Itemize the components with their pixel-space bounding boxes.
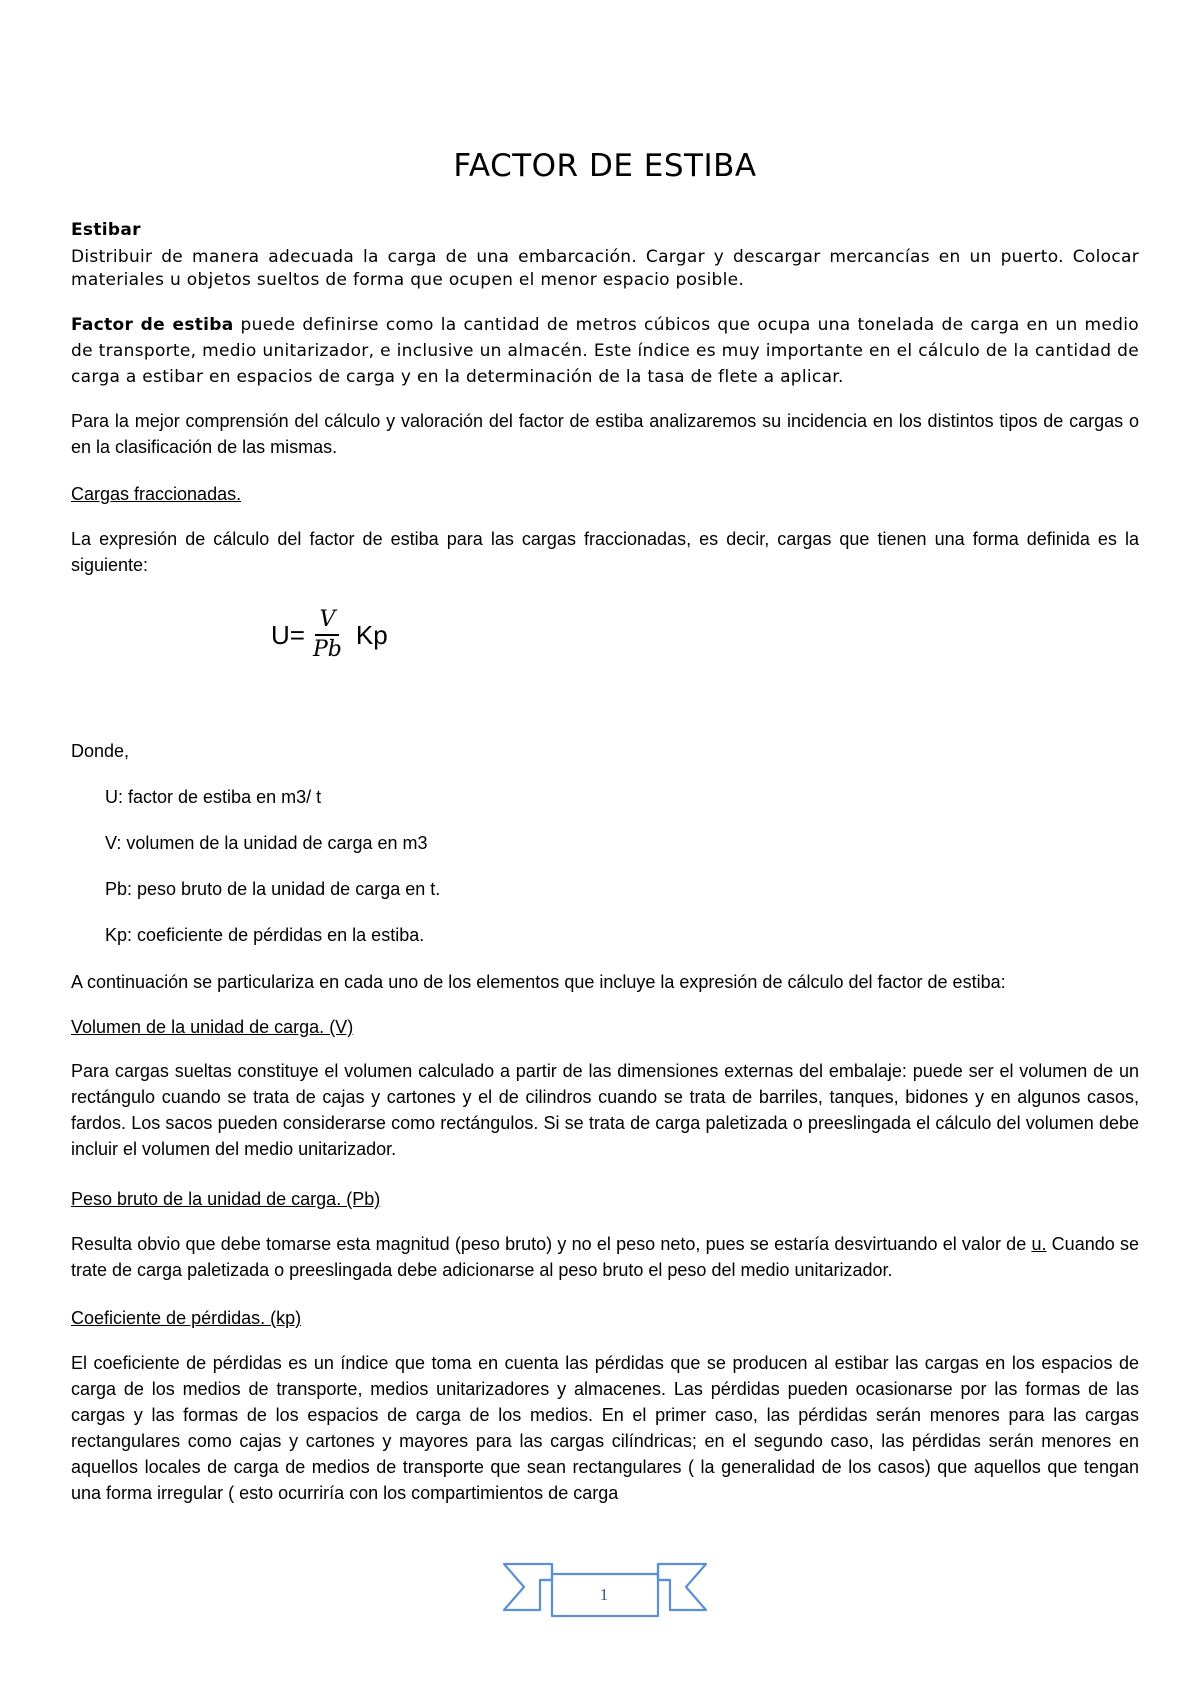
factor-definition-paragraph <box>71 312 1139 390</box>
peso-paragraph: Resulta obvio que debe tomarse esta magnitud (peso bruto) y no el peso neto, pues se estaría desvirtuando el valor de u. Cuando se trate de carga paletizada o preeslingada debe adicionarse al peso bruto el peso del medio unitarizador. <box>71 1234 1139 1280</box>
variable-pb: Pb: peso bruto de la unidad de carga en t. <box>105 879 441 899</box>
volumen-paragraph: Para cargas sueltas constituye el volumen calculado a partir de las dimensiones externas del embalaje: puede ser el volumen de un rectángulo cuando se trata de cajas y cartones y el de cilindros cuando se trata de barriles, tanques, bidones y en algunos casos, fardos. Los sacos pueden considerarse como rectángulos. Si se trata de carga paletizada o preeslingada el cálculo del volumen debe incluir el volumen del medio unitarizador. <box>71 1061 1139 1159</box>
page-number: 1 <box>599 1585 609 1604</box>
estibar-definition: Distribuir de manera adecuada la carga de una embarcación. Cargar y descargar mercancías en un puerto. Colocar materiales u objetos sueltos de forma que ocupen el menor espacio posible. <box>71 247 1139 290</box>
estibar-heading: Estibar <box>71 220 141 240</box>
section-heading-volumen: Volumen de la unidad de carga. (V) <box>71 1017 354 1037</box>
section-heading-coeficiente: Coeficiente de pérdidas. (kp) <box>71 1308 302 1328</box>
formula-rhs: Kp <box>355 619 388 650</box>
fraccionadas-paragraph: La expresión de cálculo del factor de estiba para las cargas fraccionadas, es decir, cargas que tienen una forma definida es la siguiente: <box>71 529 1139 575</box>
factor-term: Factor de estiba <box>71 315 234 335</box>
variable-u: U: factor de estiba en m3/ t <box>105 787 322 807</box>
variable-v: V: volumen de la unidad de carga en m3 <box>105 833 428 853</box>
peso-u-reference: u. <box>1031 1234 1047 1254</box>
formula-lhs: U= <box>271 619 305 650</box>
section-heading-peso: Peso bruto de la unidad de carga. (Pb) <box>71 1189 381 1209</box>
donde-label: Donde, <box>71 741 130 761</box>
formula-fraction <box>309 608 346 662</box>
variable-kp: Kp: coeficiente de pérdidas en la estiba. <box>105 925 425 945</box>
formula-numerator: V <box>315 608 339 636</box>
document-title: FACTOR DE ESTIBA <box>453 148 757 184</box>
intro-paragraph: Para la mejor comprensión del cálculo y valoración del factor de estiba analizaremos su incidencia en los distintos tipos de cargas o en la clasificación de las mismas. <box>71 411 1139 457</box>
coeficiente-paragraph: El coeficiente de pérdidas es un índice que toma en cuenta las pérdidas que se producen al estibar las cargas en los espacios de carga de los medios de transporte, medios unitarizadores y almacenes. Las pérdidas pueden ocasionarse por las formas de las cargas y las formas de los espacios de carga de los medios. En el primer caso, las pérdidas serán menores para las cargas rectangulares como cajas y cartones y mayores para las cargas cilíndricas; en el segundo caso, las pérdidas serán menores en aquellos locales de carga de medios de transporte que sean rectangulares ( la generalidad de los casos) que aquellos que tengan una forma irregular ( esto ocurriría con los compartimientos de carga <box>71 1353 1139 1503</box>
ribbon-left-tail <box>504 1564 552 1610</box>
formula-denominator: Pb <box>312 637 342 662</box>
section-heading-fraccionadas: Cargas fraccionadas. <box>71 484 242 504</box>
ribbon-right-tail <box>658 1564 706 1610</box>
stowage-factor-formula <box>271 600 388 670</box>
continuation-paragraph: A continuación se particulariza en cada uno de los elementos que incluye la expresión de cálculo del factor de estiba: <box>71 972 1006 992</box>
factor-definition-text: puede definirse como la cantidad de metros cúbicos que ocupa una tonelada de carga en un medio de transporte, medio unitarizador, e inclusive un almacén. Este índice es muy importante en el cálculo de la cantidad de carga a estibar en espacios de carga y en la determinación de la tasa de flete a aplicar. <box>71 315 1139 387</box>
